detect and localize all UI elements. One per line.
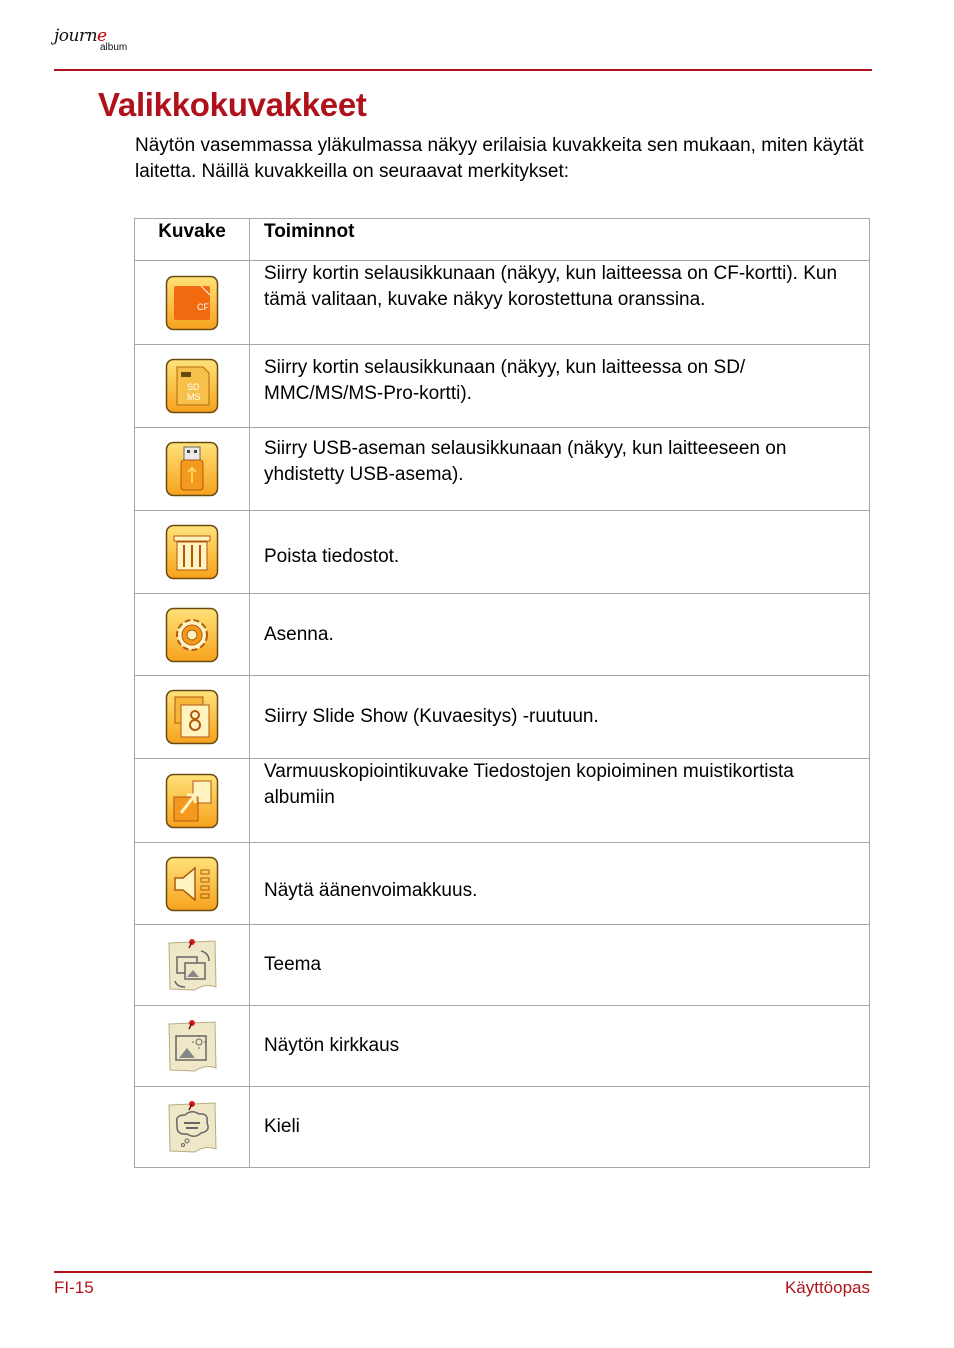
journe-album-logo [54,26,154,62]
sd-card-icon [165,377,219,402]
function-text: Siirry kortin selausikkunaan (näkyy, kun laitteessa on CF-kortti). Kun tämä valitaan, kuvake näkyy korostettuna oranssina. [264,263,838,310]
table-row [135,261,870,345]
logo-word: album [100,42,128,53]
table-row [135,428,870,511]
svg-text:CF: CF [197,301,209,312]
gear-icon [165,626,219,643]
page-title: Valikkokuvakkeet [98,86,367,123]
header-function: Toiminnot [250,219,870,261]
function-cell [250,261,870,345]
function-text: Siirry kortin selausikkunaan (näkyy, kun laitteessa on SD/ MMC/MS/MS-Pro-kortti). [264,357,746,404]
intro-paragraph: Näytön vasemmassa yläkulmassa näkyy erilaisia kuvakkeita sen mukaan, miten käytät laitetta. Näillä kuvakkeilla on seuraavat merkitykset: [135,135,864,182]
function-cell [250,676,870,759]
page-number: FI-15 [54,1278,94,1297]
function-text: Varmuuskopiointikuvake Tiedostojen kopioiminen muistikortista albumiin [264,761,794,808]
function-text: Näytön kirkkaus [264,1035,400,1056]
function-cell [250,594,870,676]
function-cell [250,345,870,428]
table-row [135,511,870,594]
slideshow-icon [165,708,219,725]
table-row [135,1087,870,1168]
svg-text:MS: MS [187,392,201,402]
icon-cell [135,1087,250,1168]
function-text: Teema [264,954,322,975]
header-rule [54,69,872,71]
function-text: Näytä äänenvoimakkuus. [264,879,478,901]
header-icon: Kuvake [135,219,250,261]
icon-cell [135,345,250,428]
theme-icon [165,956,219,973]
doc-title: Käyttöopas [784,1278,870,1297]
volume-icon [165,875,219,892]
trash-icon [165,543,219,560]
icon-table [134,218,870,1168]
cf-card-icon [165,294,219,311]
function-text: Poista tiedostot. [264,546,400,567]
function-text: Kieli [264,1116,300,1137]
function-cell [250,511,870,594]
icon-cell [135,428,250,511]
table-row [135,676,870,759]
function-cell [250,428,870,511]
table-row [135,759,870,843]
icon-cell [135,759,250,843]
language-icon [165,1118,219,1135]
logo-script: journe [54,26,107,46]
icon-cell [135,261,250,345]
icon-cell [135,925,250,1006]
icon-cell [135,594,250,676]
footer-rule [54,1271,872,1273]
function-text: Siirry USB-aseman selausikkunaan (näkyy, kun laitteeseen on yhdistetty USB-asema). [264,438,787,485]
function-text: Siirry Slide Show (Kuvaesitys) -ruutuun. [264,706,599,727]
table-row [135,1006,870,1087]
table-row [135,345,870,428]
icon-cell [135,843,250,925]
function-cell [250,1006,870,1087]
function-cell [250,1087,870,1168]
icon-cell [135,1006,250,1087]
backup-icon [165,792,219,809]
table-row [135,843,870,925]
brightness-icon [165,1037,219,1054]
icon-cell [135,511,250,594]
table-header-row [135,219,870,261]
icon-cell [135,676,250,759]
function-cell [250,843,870,925]
table-row [135,925,870,1006]
svg-text:SD: SD [187,382,200,392]
table-row [135,594,870,676]
usb-drive-icon [165,460,219,477]
function-cell [250,759,870,843]
function-cell [250,925,870,1006]
function-text: Asenna. [264,623,334,645]
